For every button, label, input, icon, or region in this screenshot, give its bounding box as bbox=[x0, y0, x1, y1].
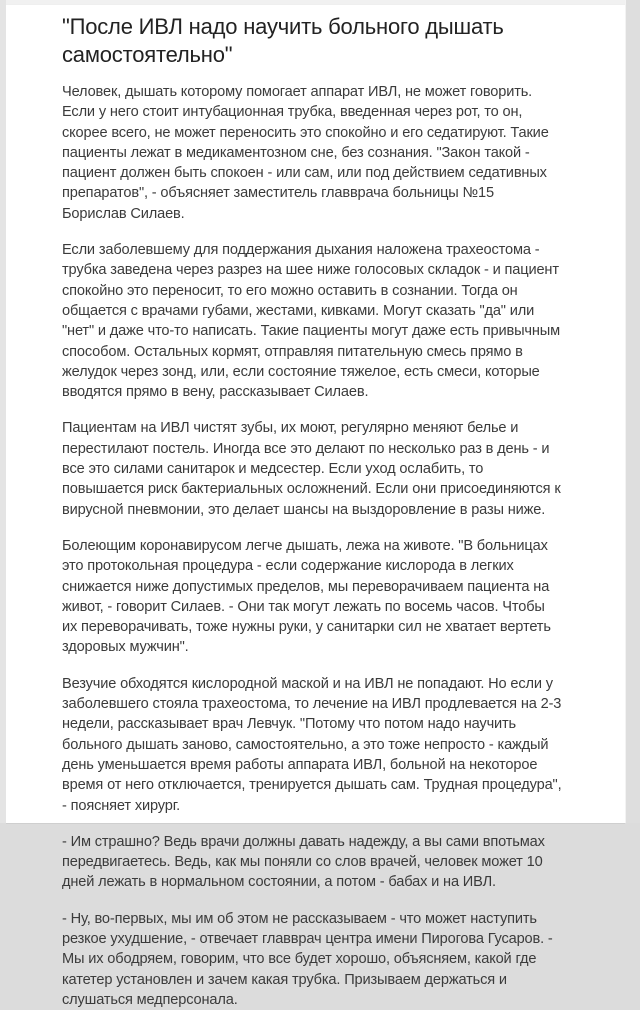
article-paragraph: Болеющим коронавирусом легче дышать, лежа на животе. "В больницах это протокольная процедура - если содержание кислорода в легких снижается ниже допустимых пределов, мы переворачиваем пациента на живот, - говорит Силаев. - Они так могут лежать по восемь часов. Чтобы их переворачивать, тоже нужны руки, у санитарки сил не хватает вертеть здоровых мужчин". bbox=[62, 537, 551, 656]
article-paragraph: - Им страшно? Ведь врачи должны давать надежду, а вы сами впотьмах передвигаетесь. Ведь, как мы поняли со слов врачей, человек может 10 дней лежать в нормальном состоянии, а потом - бабах и на ИВЛ. bbox=[62, 833, 545, 891]
article-paragraph: Пациентам на ИВЛ чистят зубы, их моют, регулярно меняют белье и перестилают постель. Иногда все это делают по несколько раз в день - и все это силами санитарок и медсестер. Если уход ослабить, то повышается риск бактериальных осложнений. Если они присоединяются к вирусной пневмонии, это делает шансы на выздоровление в разы ниже. bbox=[62, 420, 561, 518]
article-paragraph: Если заболевшему для поддержания дыхания наложена трахеостома - трубка заведена через разрез на шее ниже голосовых складок - и пациент спокойно это переносит, то его можно оставить в сознании. Тогда он общается с врачами губами, жестами, кивками. Могут сказать "да" или "нет" и даже что-то написать. Такие пациенты могут даже есть привычным способом. Остальных кормят, отправляя питательную смесь прямо в желудок через зонд, или, если состояние тяжелое, есть смеси, которые вводятся прямо в вену, рассказывает Силаев. bbox=[62, 242, 561, 401]
right-margin bbox=[625, 0, 640, 823]
article-paragraph: Человек, дышать которому помогает аппарат ИВЛ, не может говорить. Если у него стоит интубационная трубка, введенная через рот, то он, скорее всего, не может переносить это спокойно и его седатируют. Такие пациенты лежат в медикаментозном сне, без сознания. "Закон такой - пациент должен быть спокоен - или сам, или под действием седативных препаратов", - объясняет заместитель главврача больницы №15 Борислав Силаев. bbox=[62, 84, 549, 222]
article-content bbox=[62, 4, 562, 1010]
article-title: "После ИВЛ надо научить больного дышать самостоятельно" bbox=[62, 14, 504, 67]
article-paragraph: Везучие обходятся кислородной маской и на ИВЛ не попадают. Но если у заболевшего стояла трахеостома, то лечение на ИВЛ продлевается на 2-3 недели, рассказывает врач Левчук. "Потому что потом надо научить больного дышать заново, самостоятельно, а это тоже непросто - каждый день уменьшается время работы аппарата ИВЛ, больной на некоторое время от него отключается, тренируется дышать сам. Трудная процедура", - поясняет хирург. bbox=[62, 675, 562, 814]
article-paragraph: - Ну, во-первых, мы им об этом не рассказываем - что может наступить резкое ухудшение, - отвечает главврач центра имени Пирогова Гусаров. - Мы их ободряем, говорим, что все будет хорошо, объясняем, какой где катетер установлен и зачем какая трубка. Призываем держаться и слушаться медперсонала. bbox=[62, 910, 553, 1008]
